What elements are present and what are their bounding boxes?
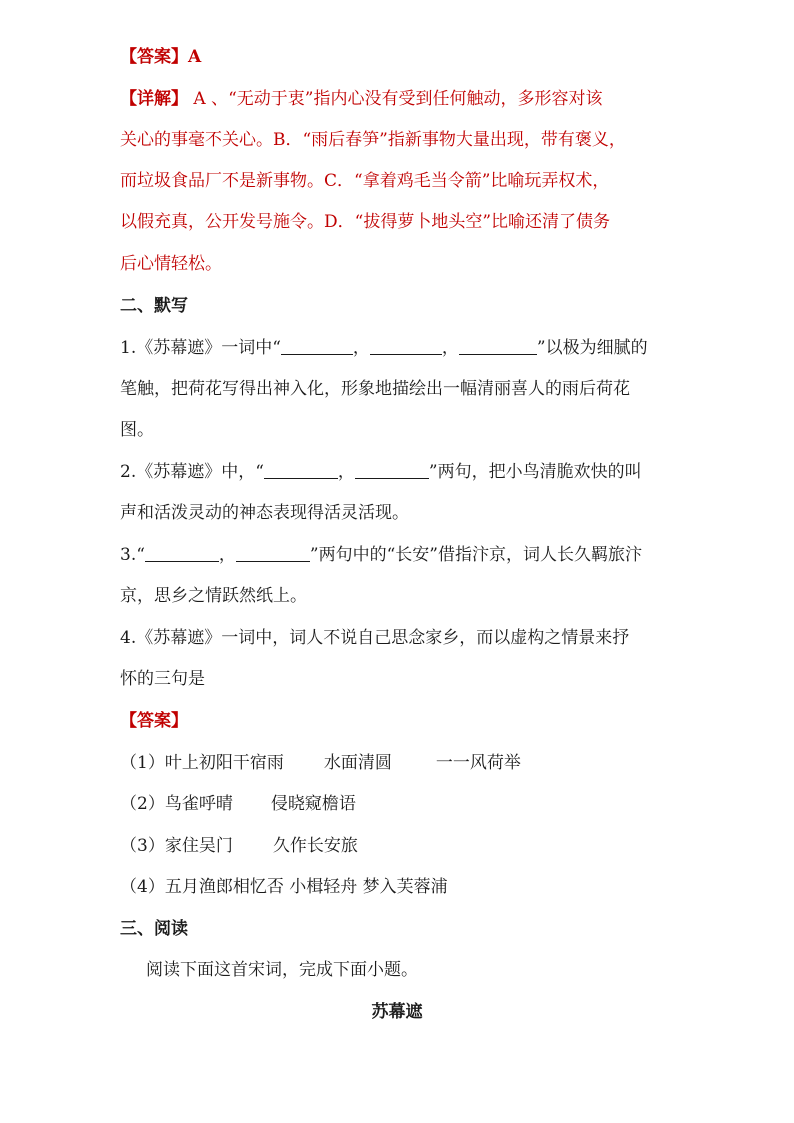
question-2-line-1: 2.《苏幕遮》中，“ ， ”两句，把小鸟清脆欢快的叫 (120, 462, 642, 482)
answer-2-item-1: （1）叶上初阳干宿雨 水面清圆 一一风荷举 (120, 753, 521, 773)
question-4-line-1: 4.《苏幕遮》一词中，词人不说自己思念家乡，而以虚构之情景来抒 (120, 628, 630, 648)
answer-value: A (188, 47, 202, 67)
explain-line-1: 【详解】 A 、“无动于衷”指内心没有受到任何触动，多形容对该 (120, 89, 603, 109)
answer-label: 【答案】 (120, 47, 188, 67)
explain-line-2: 关心的事毫不关心。B．“雨后春笋”指新事物大量出现，带有褒义， (120, 130, 626, 150)
explain-label: 【详解】 (120, 89, 188, 109)
question-1-line-3: 图。 (120, 420, 154, 440)
section-2-title: 二、默写 (120, 296, 188, 316)
section-3-title: 三、阅读 (120, 919, 188, 939)
question-2-line-2: 声和活泼灵动的神态表现得活灵活现。 (120, 503, 409, 523)
explain-line-5: 后心情轻松。 (120, 254, 222, 274)
answer-2-item-4: （4）五月渔郎相忆否 小楫轻舟 梦入芙蓉浦 (120, 877, 448, 897)
question-3-line-1: 3.“ ， ”两句中的“长安”借指汴京，词人长久羁旅汴 (120, 545, 642, 565)
blank-field[interactable] (370, 336, 442, 355)
answer-2-item-3: （3）家住吴门 久作长安旅 (120, 836, 358, 856)
question-1-line-2: 笔触，把荷花写得出神入化，形象地描绘出一幅清丽喜人的雨后荷花 (120, 379, 630, 399)
explain-line-4: 以假充真，公开发号施令。D．“拔得萝卜地头空”比喻还清了债务 (120, 212, 611, 232)
blank-field[interactable] (355, 460, 429, 479)
answer-2-item-2: （2）鸟雀呼晴 侵晓窥檐语 (120, 794, 356, 814)
poem-title: 苏幕遮 (371, 1002, 423, 1022)
blank-field[interactable] (236, 543, 310, 562)
explain-line-3: 而垃圾食品厂不是新事物。C．“拿着鸡毛当令箭”比喻玩弄权术， (120, 171, 610, 191)
question-4-line-2: 怀的三句是 (120, 669, 205, 689)
blank-field[interactable] (145, 543, 219, 562)
blank-field[interactable] (281, 336, 353, 355)
blank-field[interactable] (459, 336, 537, 355)
question-3-line-2: 京，思乡之情跃然纸上。 (120, 586, 307, 606)
answer-2-label: 【答案】 (120, 711, 188, 731)
answer-line (120, 45, 680, 69)
blank-field[interactable] (264, 460, 338, 479)
question-1-line-1: 1.《苏幕遮》一词中“ ， ， ”以极为细腻的 (120, 338, 648, 358)
reading-intro: 阅读下面这首宋词，完成下面小题。 (146, 960, 418, 980)
